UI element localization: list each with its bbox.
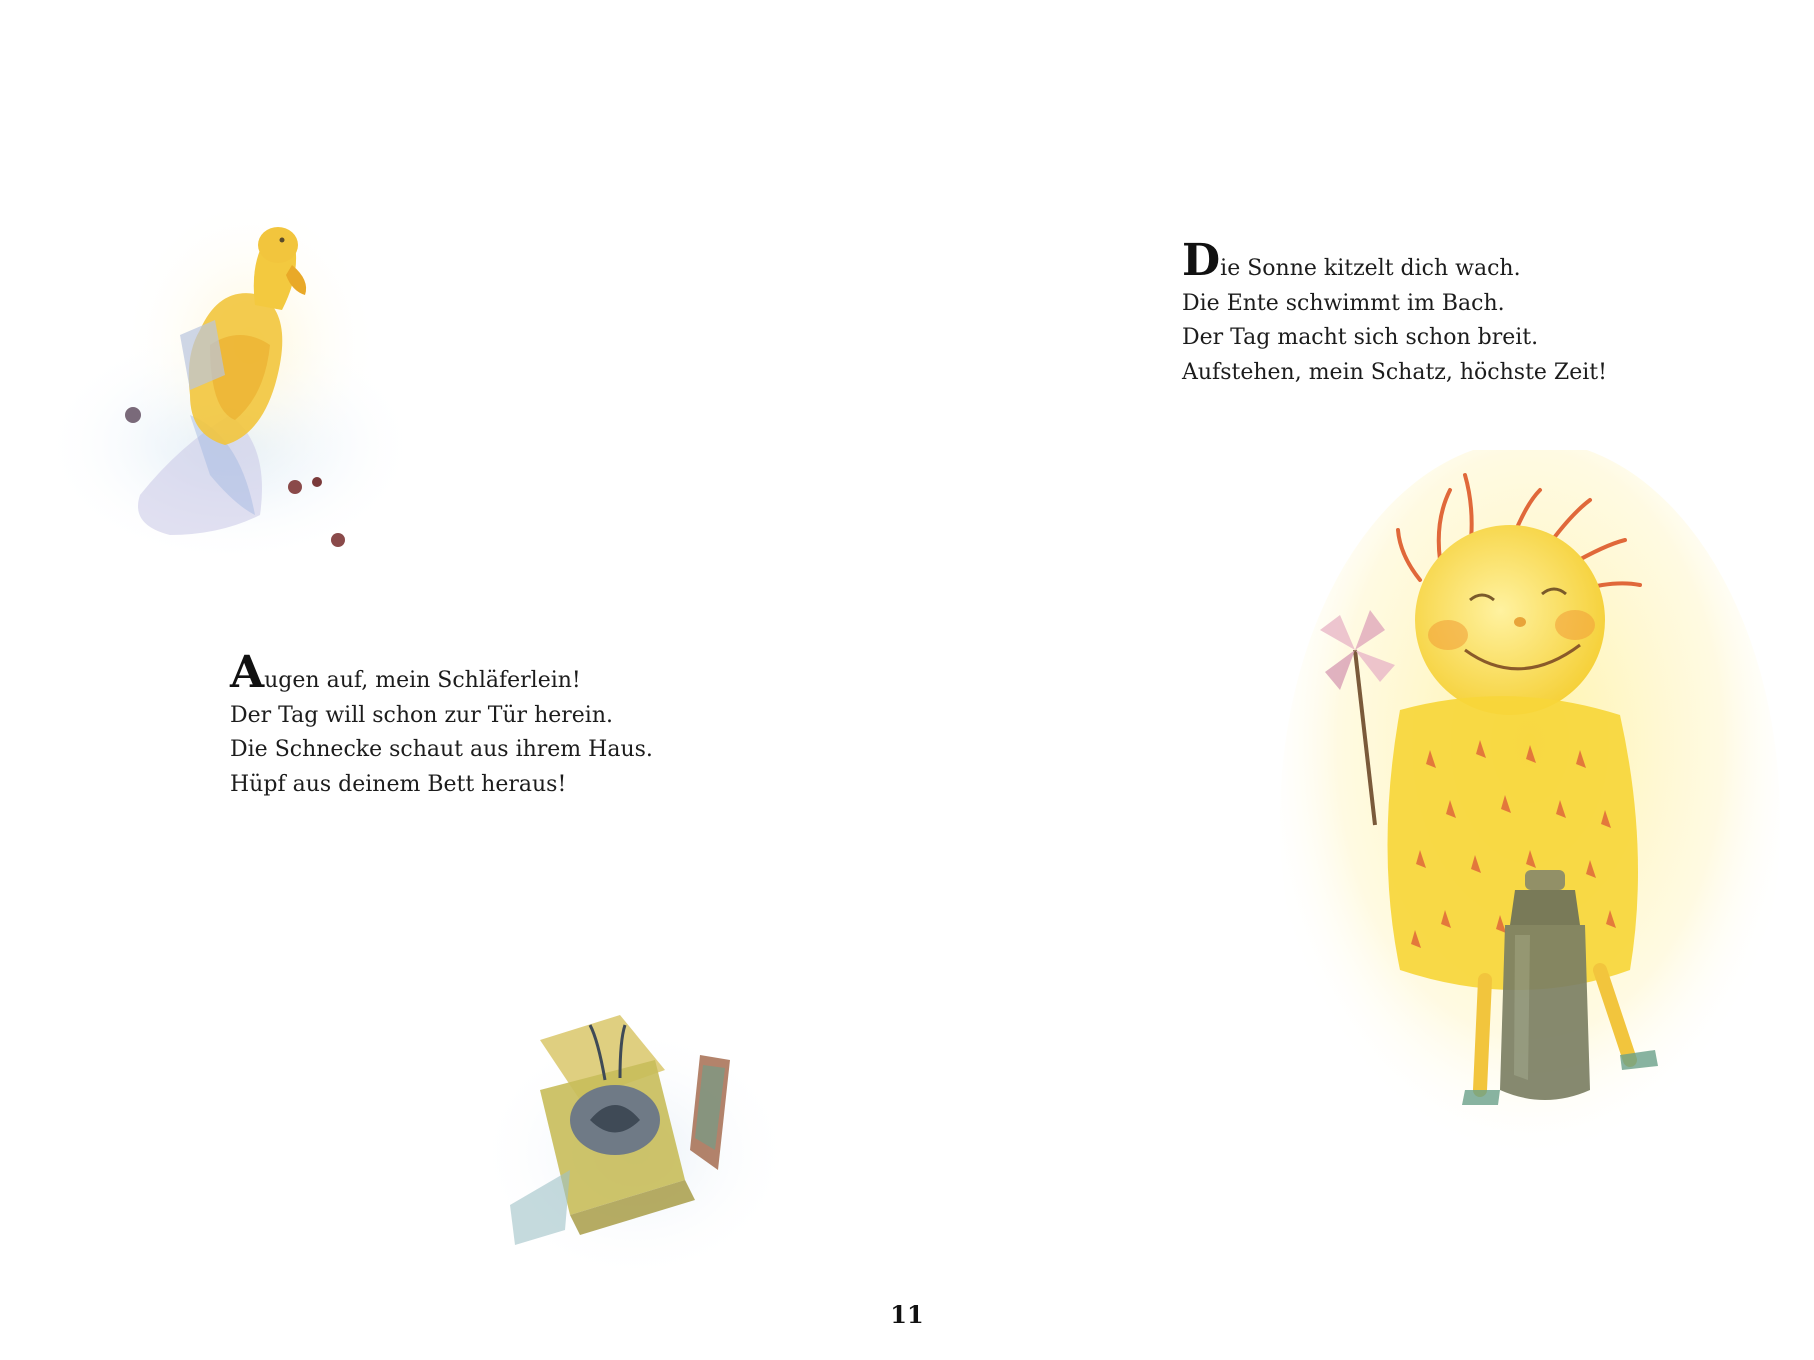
- snail-icon: [470, 970, 800, 1280]
- poem-line: Die Ente schwimmt im Bach.: [1182, 290, 1505, 316]
- dropcap: A: [230, 647, 265, 698]
- poem-line: [1182, 235, 1607, 287]
- sun-illustration: [1270, 450, 1790, 1260]
- poem-line: [230, 647, 653, 699]
- poem-right: [1182, 235, 1607, 390]
- poem-first-line: ugen auf, mein Schläferlein!: [264, 668, 581, 693]
- poem-left: [230, 647, 653, 802]
- duck-icon: [20, 115, 440, 595]
- poem-line: Der Tag macht sich schon breit.: [1182, 325, 1539, 350]
- poem-line: Hüpf aus deinem Bett heraus!: [230, 771, 567, 797]
- snail-illustration: [470, 970, 800, 1280]
- poem-line: Der Tag will schon zur Tür herein.: [230, 702, 613, 728]
- poem-line: Die Schnecke schaut aus ihrem Haus.: [230, 737, 653, 762]
- poem-first-line: ie Sonne kitzelt dich wach.: [1220, 256, 1521, 281]
- milk-can: [1500, 870, 1590, 1100]
- duck-illustration: [20, 115, 440, 595]
- poem-line: Aufstehen, mein Schatz, höchste Zeit!: [1182, 359, 1607, 385]
- dropcap: D: [1182, 235, 1221, 286]
- page-number: 11: [890, 1300, 924, 1329]
- sun-icon: [1270, 450, 1790, 1260]
